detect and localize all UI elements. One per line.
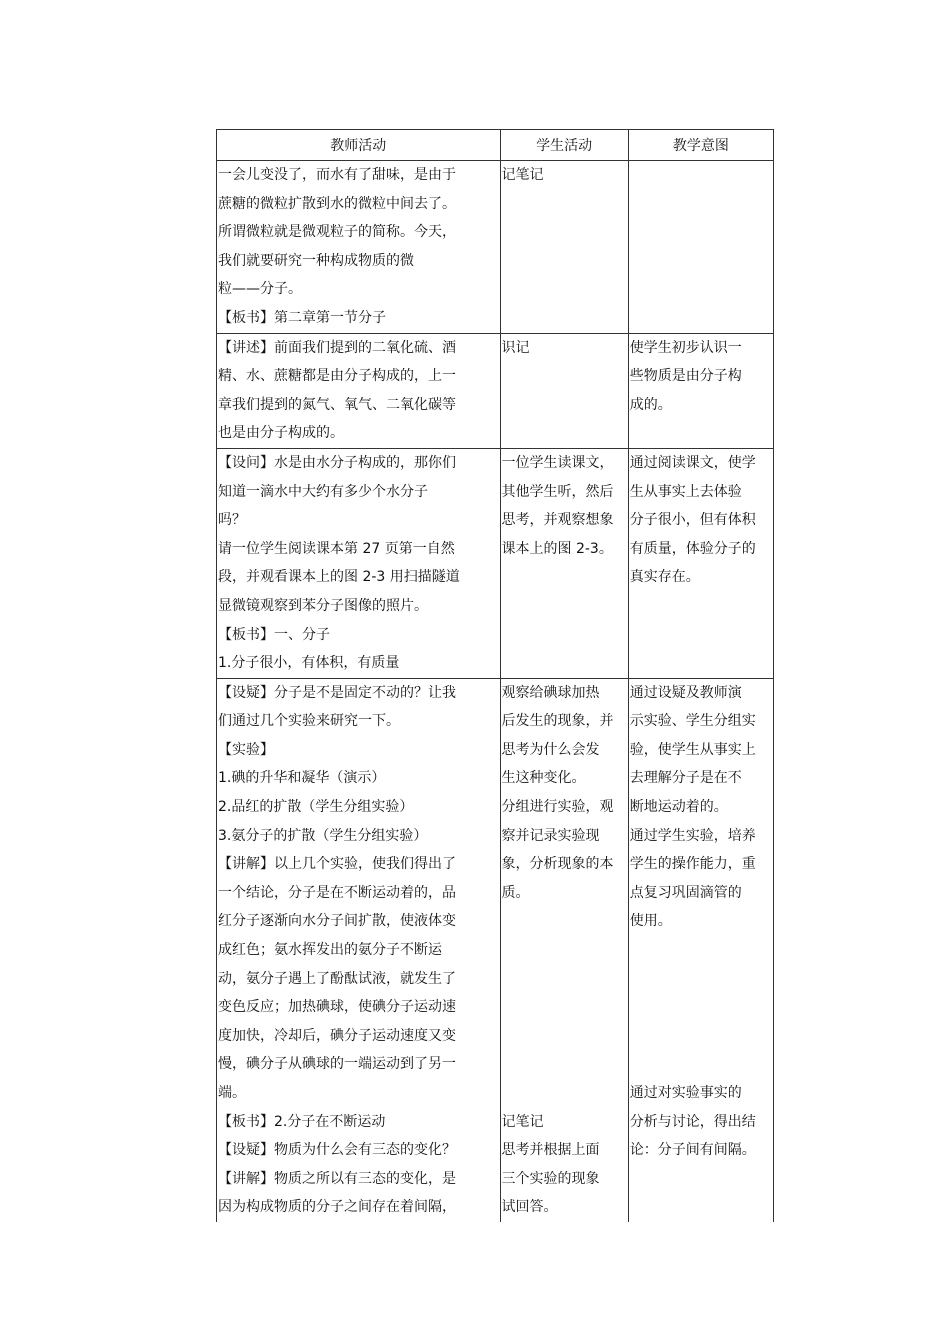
cell-line: 因为构成物质的分子之间存在着间隔， [218, 1199, 456, 1216]
cell-line: 一个结论，分子是在不断运动着的，品 [218, 884, 456, 901]
cell-line: 红分子逐渐向水分子间扩散，使液体变 [218, 913, 456, 930]
header-student-activity: 学生活动 [500, 130, 628, 161]
cell-line [630, 1022, 773, 1051]
cell-line: 断地运动着的。 [629, 799, 728, 816]
cell-line: 生这种变化。 [501, 770, 586, 787]
cell-line: 示实验、学生分组实 [629, 713, 756, 730]
cell-line: 些物质是由分子构 [629, 368, 742, 385]
cell-line: 端。 [218, 1085, 246, 1101]
header-teacher-activity: 教师活动 [217, 130, 501, 161]
cell-line [502, 1079, 628, 1108]
cell-line: 1.分子很小，有体积，有质量 [218, 655, 400, 672]
cell-line: 去理解分子是在不 [629, 770, 742, 787]
cell-line: 知道一滴水中大约有多少个水分子 [218, 483, 428, 500]
table-row [217, 678, 774, 1222]
cell-line: 记笔记 [501, 1113, 544, 1130]
cell-line: 【板书】第二章第一节分子 [218, 309, 386, 326]
cell-line: 们通过几个实验来研究一下。 [218, 713, 400, 730]
cell-line: 点复习巩固滴管的 [629, 884, 742, 901]
cell-line: 通过学生实验，培养 [629, 827, 756, 844]
cell-line [630, 936, 773, 965]
cell-line: 通过阅读课文，使学 [629, 454, 756, 471]
teaching-intent-cell [628, 678, 773, 1222]
header-teaching-intent: 教学意图 [628, 130, 773, 161]
table-row [217, 448, 774, 678]
cell-line [502, 1050, 628, 1079]
cell-line: 通过对实验事实的 [629, 1085, 742, 1101]
student-activity-cell [500, 448, 628, 678]
cell-line: 使学生初步认识一 [629, 339, 742, 356]
cell-line [630, 1050, 773, 1079]
student-activity-cell [500, 678, 628, 1222]
student-activity-cell [500, 161, 628, 334]
cell-line: 【设疑】物质为什么会有三态的变化？ [218, 1142, 456, 1159]
cell-line: 验，使学生从事实上 [629, 741, 756, 758]
cell-line: 【实验】 [218, 741, 274, 758]
teaching-intent-cell [628, 333, 773, 448]
cell-line: 段，并观看课本上的图 2-3 用扫描隧道 [218, 569, 460, 586]
cell-line: 吗？ [218, 512, 246, 529]
cell-line: 思考并根据上面 [501, 1142, 600, 1159]
cell-line: 记笔记 [501, 167, 544, 183]
cell-line: 分组进行实验，观 [501, 799, 614, 816]
cell-line: 课本上的图 2-3。 [501, 540, 613, 557]
cell-line: 分析与讨论，得出结 [629, 1113, 756, 1130]
cell-line: 也是由分子构成的。 [218, 425, 344, 442]
cell-line: 【设疑】分子是不是固定不动的？让我 [218, 684, 456, 701]
cell-line: 度加快，冷却后，碘分子运动速度又变 [218, 1027, 456, 1044]
cell-line: 思考，并观察想象 [501, 512, 614, 529]
cell-line [630, 965, 773, 994]
cell-line: 【讲解】物质之所以有三态的变化，是 [218, 1170, 456, 1187]
cell-line [502, 907, 628, 936]
teaching-intent-cell [628, 161, 773, 334]
cell-line: 有质量，体验分子的 [629, 540, 756, 557]
cell-line: 精、水、蔗糖都是由分子构成的，上一 [218, 368, 456, 385]
cell-line: 2.品红的扩散（学生分组实验） [218, 799, 414, 816]
cell-line: 【讲解】以上几个实验，使我们得出了 [218, 856, 456, 873]
cell-line: 【讲述】前面我们提到的二氧化硫、酒 [218, 339, 456, 356]
cell-line: 慢，碘分子从碘球的一端运动到了另一 [218, 1056, 456, 1073]
cell-line: 象，分析现象的本 [501, 856, 614, 873]
cell-line: 动，氨分子遇上了酚酞试液，就发生了 [218, 970, 456, 987]
table-row [217, 333, 774, 448]
cell-line: 章我们提到的氮气、氧气、二氧化碳等 [218, 396, 456, 413]
cell-line: 察并记录实验现 [501, 827, 600, 844]
cell-line: 识记 [501, 339, 530, 356]
cell-line: 论：分子间有间隔。 [629, 1142, 756, 1159]
student-activity-cell [500, 333, 628, 448]
cell-line: 三个实验的现象 [501, 1170, 600, 1187]
cell-line: 【板书】2.分子在不断运动 [218, 1113, 386, 1130]
cell-line: 所谓微粒就是微观粒子的简称。今天， [218, 224, 456, 241]
cell-line: 蔗糖的微粒扩散到水的微粒中间去了。 [218, 195, 456, 212]
cell-line: 【板书】一、分子 [218, 626, 330, 643]
cell-line: 学生的操作能力，重 [629, 856, 756, 873]
cell-line [502, 965, 628, 994]
cell-line: 试回答。 [501, 1199, 558, 1216]
cell-line: 质。 [501, 884, 530, 901]
cell-line: 变色反应；加热碘球，使碘分子运动速 [218, 999, 456, 1016]
cell-line [502, 936, 628, 965]
lesson-plan-table [216, 129, 774, 1222]
cell-line: 粒——分子。 [218, 281, 302, 298]
teacher-activity-cell [217, 678, 501, 1222]
teacher-activity-cell [217, 161, 501, 334]
cell-line [502, 1022, 628, 1051]
cell-line: 使用。 [629, 913, 672, 930]
cell-line: 请一位学生阅读课本第 27 页第一自然 [218, 540, 455, 557]
table-row [217, 161, 774, 334]
cell-line: 1.碘的升华和凝华（演示） [218, 770, 386, 787]
cell-line [502, 993, 628, 1022]
cell-line: 我们就要研究一种构成物质的微 [218, 252, 414, 269]
cell-line: 真实存在。 [629, 569, 700, 586]
cell-line: 成的。 [629, 396, 672, 413]
cell-line [630, 993, 773, 1022]
cell-line: 其他学生听，然后 [501, 483, 614, 500]
cell-line: 思考为什么会发 [501, 741, 600, 758]
teaching-intent-cell [628, 448, 773, 678]
table-header-row [217, 130, 774, 161]
cell-line: 成红色；氨水挥发出的氨分子不断运 [218, 942, 442, 959]
cell-line: 生从事实上去体验 [629, 483, 742, 500]
cell-line: 【设问】水是由水分子构成的，那你们 [218, 454, 456, 471]
cell-line: 后发生的现象，并 [501, 713, 614, 730]
cell-line: 一会儿变没了，而水有了甜味，是由于 [218, 167, 456, 183]
cell-line: 3.氨分子的扩散（学生分组实验） [218, 827, 428, 844]
cell-line: 分子很小，但有体积 [629, 512, 756, 529]
cell-line: 一位学生读课文， [501, 454, 614, 471]
cell-line: 观察给碘球加热 [501, 684, 600, 701]
teacher-activity-cell [217, 333, 501, 448]
cell-line: 通过设疑及教师演 [629, 684, 742, 701]
teacher-activity-cell [217, 448, 501, 678]
cell-line: 显微镜观察到苯分子图像的照片。 [218, 597, 428, 614]
